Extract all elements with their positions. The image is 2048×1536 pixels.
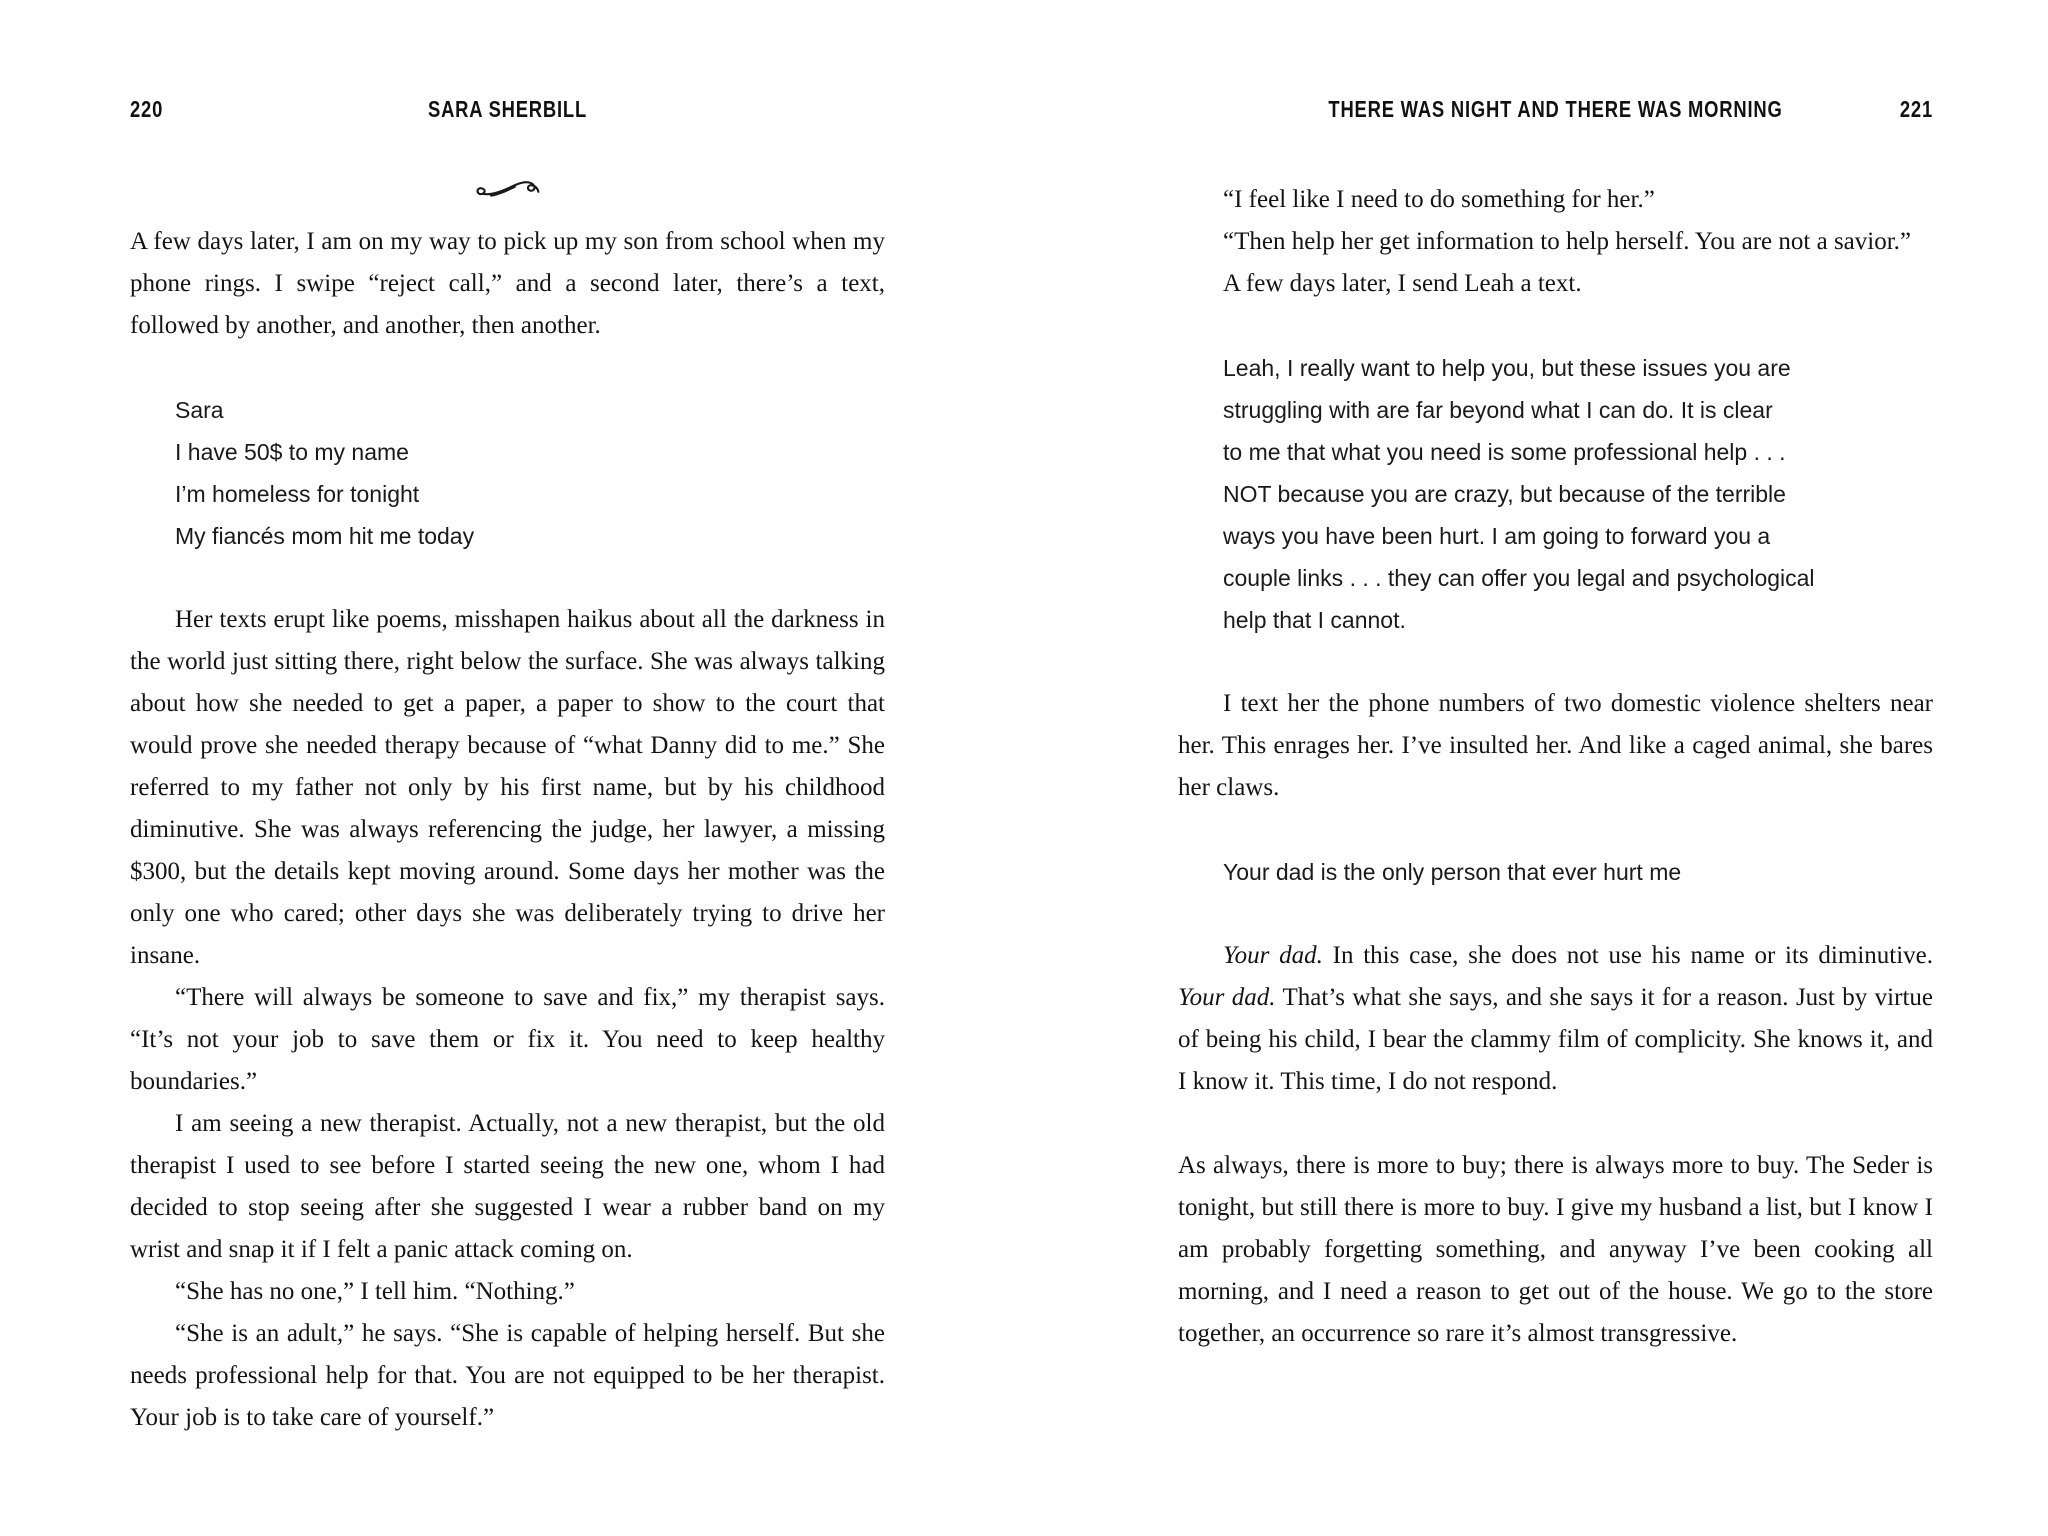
body-paragraph: A few days later, I send Leah a text. <box>1223 270 1582 297</box>
body-paragraph: As always, there is more to buy; there is always more to buy. The Seder is tonight, but still there is more to buy. I give my husband a list, but I know I am probably forgetting something, and anyway I’ve been cooking all morning, and I need a reason to get out of the house. We go to the store together, an occurrence so rare it’s almost transgressive. <box>1178 1152 1933 1347</box>
text-message-line: NOT because you are crazy, but because of the terrible <box>1223 481 1786 507</box>
text-message-line: ways you have been hurt. I am going to forward you a <box>1223 523 1771 549</box>
right-page-body <box>1178 179 1933 1355</box>
italic-run: Your dad. <box>1178 984 1276 1011</box>
text-message-line: couple links . . . they can offer you legal and psychological <box>1223 565 1815 591</box>
text-message-block <box>1223 347 1933 641</box>
body-paragraph: “I feel like I need to do something for her.” <box>1223 186 1655 213</box>
right-page-number: 221 <box>1899 96 1933 122</box>
text-message-line: help that I cannot. <box>1223 607 1406 633</box>
body-paragraph: Her texts erupt like poems, misshapen haikus about all the darkness in the world just sitting there, right below the surface. She was always talking about how she needed to get a paper, a paper to show to the court that would prove she needed therapy because of “what Danny did to me.” She referred to my father not only by his first name, but by his childhood diminutive. She was always referencing the judge, her lawyer, a missing $300, but the details kept moving around. Some days her mother was the only one who cared; other days she was deliberately trying to drive her insane. <box>130 606 885 969</box>
body-paragraph: A few days later, I am on my way to pick up my son from school when my phone rings. I swipe “reject call,” and a second later, there’s a text, followed by another, and another, then another. <box>130 228 885 339</box>
text-message-line: Leah, I really want to help you, but these issues you are <box>1223 355 1791 381</box>
text-run: That’s what she says, and she says it for a reason. Just by virtue of being his child, I bear the clammy film of complicity. She knows it, and I know it. This time, I do not respond. <box>1178 984 1933 1095</box>
text-message-line: struggling with are far beyond what I can do. It is clear <box>1223 397 1773 423</box>
body-paragraph: “She has no one,” I tell him. “Nothing.” <box>175 1278 575 1305</box>
text-message-block <box>175 389 885 557</box>
body-paragraph <box>1178 935 1933 1103</box>
text-message-line: My fiancés mom hit me today <box>175 523 475 549</box>
text-message-line: to me that what you need is some professional help . . . <box>1223 439 1786 465</box>
text-run: In this case, she does not use his name or its diminutive. <box>1322 942 1934 969</box>
body-paragraph: I am seeing a new therapist. Actually, not a new therapist, but the old therapist I used to see before I started seeing the new one, whom I had decided to stop seeing after she suggested I wear a rubber band on my wrist and snap it if I felt a panic attack coming on. <box>130 1110 885 1263</box>
right-running-header: THERE WAS NIGHT AND THERE WAS MORNING <box>1328 96 1783 122</box>
italic-run: Your dad. <box>1223 942 1323 969</box>
body-paragraph: “Then help her get information to help herself. You are not a savior.” <box>1223 228 1912 255</box>
body-paragraph: I text her the phone numbers of two domestic violence shelters near her. This enrages her. I’ve insulted her. And like a caged animal, she bares her claws. <box>1178 690 1933 801</box>
text-message-line: I have 50$ to my name <box>175 439 409 465</box>
body-paragraph: “She is an adult,” he says. “She is capable of helping herself. But she needs professional help for that. You are not equipped to be her therapist. Your job is to take care of yourself.” <box>130 1320 885 1431</box>
section-divider-ornament <box>130 176 885 208</box>
text-message-line: I’m homeless for tonight <box>175 481 420 507</box>
body-paragraph: “There will always be someone to save and fix,” my therapist says. “It’s not your job to save them or fix it. You need to keep healthy boundaries.” <box>130 984 885 1095</box>
text-message-line: Sara <box>175 397 224 423</box>
left-running-header: SARA SHERBILL <box>428 96 587 122</box>
left-page-number: 220 <box>130 96 164 122</box>
left-page-body <box>130 221 885 1439</box>
text-message-line: Your dad is the only person that ever hurt me <box>1223 859 1682 885</box>
text-message-block <box>1223 851 1933 893</box>
swash-divider-icon <box>475 189 541 206</box>
